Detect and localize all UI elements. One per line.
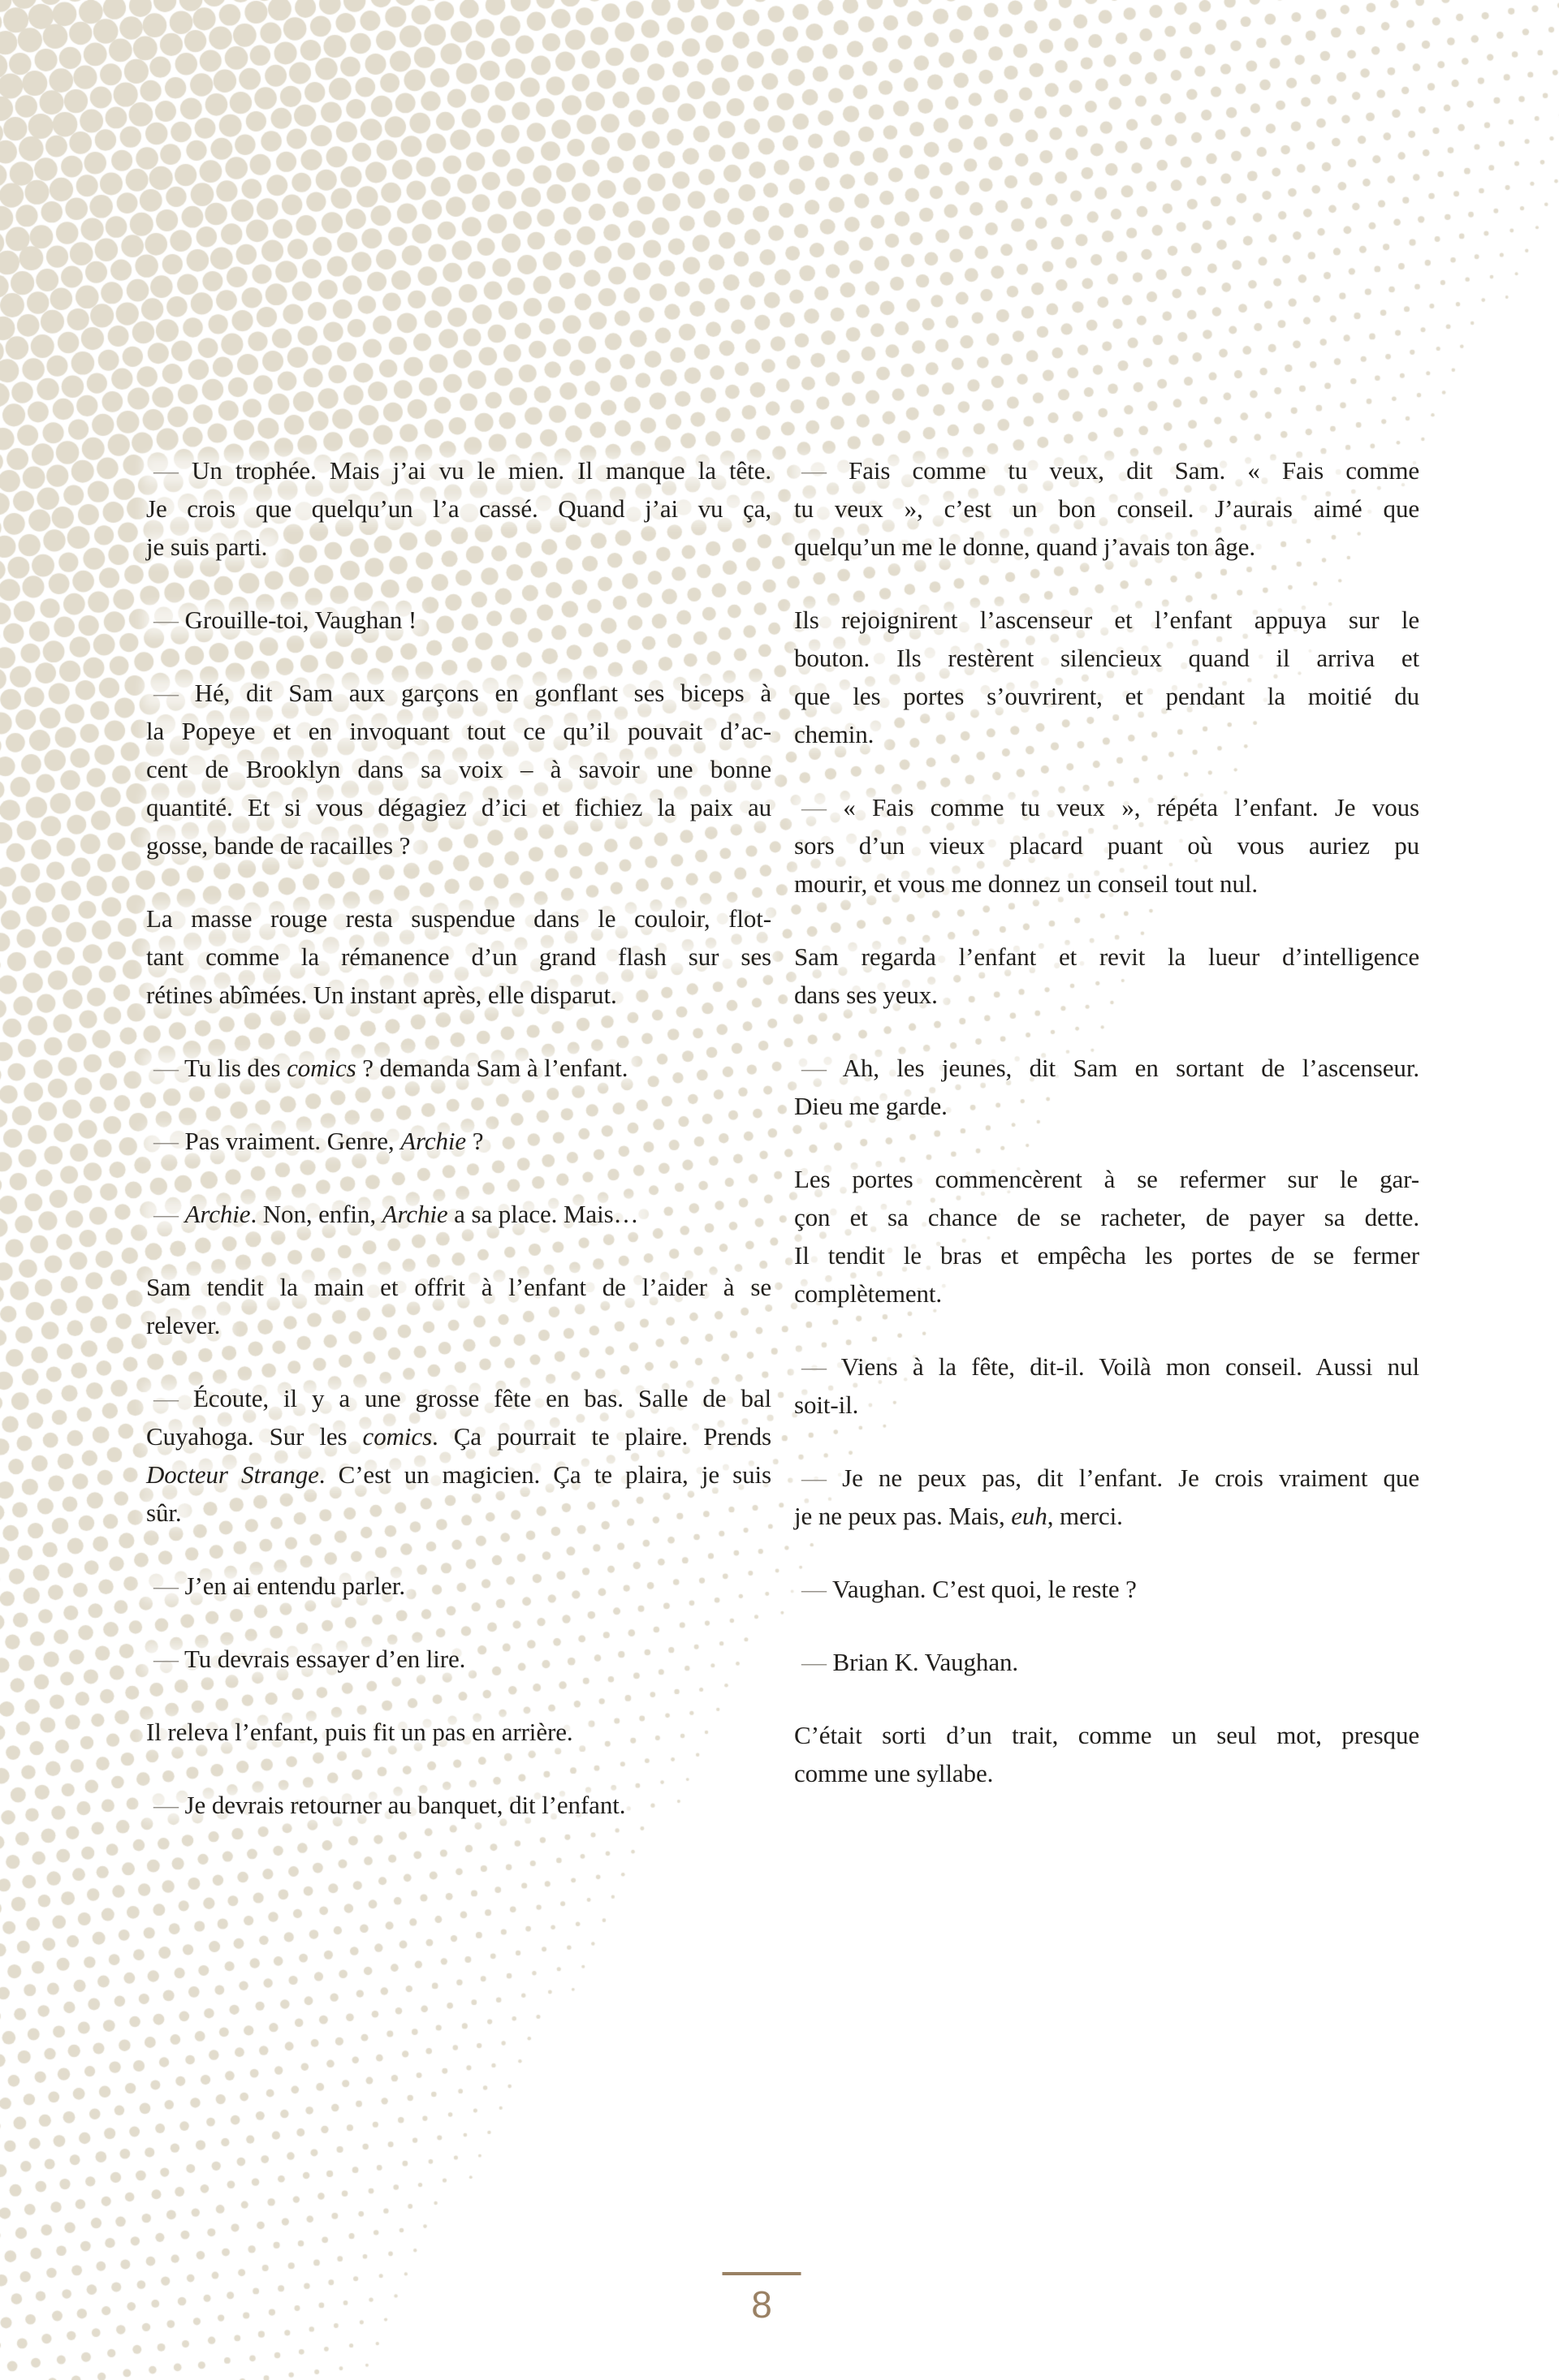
paragraph <box>794 1459 1419 1535</box>
paragraph <box>794 451 1419 566</box>
paragraph <box>794 1049 1419 1125</box>
text-line: quantité. Et si vous dégagiez d’ici et fichiez la paix au <box>146 793 771 821</box>
text-line: gosse, bande de racailles ? <box>146 831 411 860</box>
text-line: tu veux », c’est un bon conseil. J’aurais aimé que <box>794 494 1419 523</box>
dialogue-dash: — <box>801 1054 827 1082</box>
text-line: — Je ne peux pas, dit l’enfant. Je crois vraiment que <box>801 1464 1419 1492</box>
text-line: — Viens à la fête, dit-il. Voilà mon conseil. Aussi nul <box>801 1352 1419 1381</box>
text-columns <box>146 451 1419 1824</box>
text-line: rétines abîmées. Un instant après, elle disparut. <box>146 981 617 1009</box>
text-line: — Pas vraiment. Genre, Archie ? <box>153 1127 484 1155</box>
text-line: — Vaughan. C’est quoi, le reste ? <box>801 1575 1137 1603</box>
paragraph <box>146 1786 771 1824</box>
text-line: — Tu devrais essayer d’en lire. <box>153 1645 466 1673</box>
dialogue-dash: — <box>153 606 179 634</box>
text-line: çon et sa chance de se racheter, de payer sa dette. <box>794 1203 1419 1231</box>
paragraph <box>146 1640 771 1678</box>
text-line: Sam tendit la main et offrit à l’enfant de l’aider à se <box>146 1273 771 1301</box>
paragraph <box>794 601 1419 753</box>
text-line: — J’en ai entendu parler. <box>153 1572 405 1600</box>
text-line: tant comme la rémanence d’un grand flash sur ses <box>146 942 771 971</box>
text-line: chemin. <box>794 720 875 748</box>
text-line: — Écoute, il y a une grosse fête en bas. Salle de bal <box>153 1384 771 1412</box>
text-line: — Fais comme tu veux, dit Sam. « Fais comme <box>801 456 1419 485</box>
paragraph <box>794 1347 1419 1424</box>
text-line: Je crois que quelqu’un l’a cassé. Quand j’ai vu ça, <box>146 494 771 523</box>
text-line: mourir, et vous me donnez un conseil tout nul. <box>794 869 1259 898</box>
text-line: comme une syllabe. <box>794 1759 994 1787</box>
paragraph <box>146 1713 771 1751</box>
dialogue-dash: — <box>153 1054 179 1082</box>
text-line: bouton. Ils restèrent silencieux quand il arriva et <box>794 644 1419 672</box>
paragraph <box>146 1268 771 1344</box>
text-line: quelqu’un me le donne, quand j’avais ton âge. <box>794 532 1255 561</box>
text-line: dans ses yeux. <box>794 981 938 1009</box>
text-line: Il releva l’enfant, puis fit un pas en arrière. <box>146 1718 573 1746</box>
paragraph <box>146 1195 771 1233</box>
dialogue-dash: — <box>801 1575 827 1603</box>
text-line: Les portes commencèrent à se refermer sur le gar- <box>794 1165 1419 1193</box>
paragraph <box>146 1122 771 1160</box>
text-line: — Tu lis des comics ? demanda Sam à l’enfant. <box>153 1054 628 1082</box>
text-line: — « Fais comme tu veux », répéta l’enfant. Je vous <box>801 793 1419 821</box>
dialogue-dash: — <box>153 1127 179 1155</box>
text-line: complètement. <box>794 1279 943 1308</box>
text-line: — Ah, les jeunes, dit Sam en sortant de l’ascenseur. <box>801 1054 1419 1082</box>
text-line: C’était sorti d’un trait, comme un seul mot, presque <box>794 1721 1419 1749</box>
dialogue-dash: — <box>801 1648 827 1676</box>
dialogue-dash: — <box>153 1791 179 1819</box>
dialogue-dash: — <box>153 1645 179 1673</box>
dialogue-dash: — <box>153 1384 179 1412</box>
dialogue-dash: — <box>801 1352 827 1381</box>
text-line: — Hé, dit Sam aux garçons en gonflant ses biceps à <box>153 679 771 707</box>
text-line: — Grouille-toi, Vaughan ! <box>153 606 417 634</box>
dialogue-dash: — <box>801 1464 827 1492</box>
text-line: la Popeye et en invoquant tout ce qu’il pouvait d’ac- <box>146 717 771 745</box>
page-footer <box>723 2272 801 2326</box>
paragraph <box>794 1716 1419 1792</box>
text-line: — Brian K. Vaughan. <box>801 1648 1019 1676</box>
text-line: Sam regarda l’enfant et revit la lueur d’intelligence <box>794 942 1419 971</box>
dialogue-dash: — <box>801 456 827 485</box>
paragraph <box>794 1570 1419 1608</box>
text-line: — Je devrais retourner au banquet, dit l’enfant. <box>153 1791 626 1819</box>
dialogue-dash: — <box>801 793 827 821</box>
paragraph <box>794 938 1419 1014</box>
text-line: Dieu me garde. <box>794 1092 948 1120</box>
text-line: sûr. <box>146 1498 182 1527</box>
paragraph <box>146 451 771 566</box>
text-line: La masse rouge resta suspendue dans le couloir, flot- <box>146 904 771 933</box>
column-left <box>146 451 771 1824</box>
column-right <box>794 451 1419 1824</box>
text-line: Cuyahoga. Sur les comics. Ça pourrait te plaire. Prends <box>146 1422 771 1451</box>
text-line: Ils rejoignirent l’ascenseur et l’enfant appuya sur le <box>794 606 1419 634</box>
text-line: cent de Brooklyn dans sa voix – à savoir une bonne <box>146 755 771 783</box>
paragraph <box>146 1049 771 1087</box>
page-number: 8 <box>751 2283 772 2326</box>
dialogue-dash: — <box>153 679 179 707</box>
text-line: — Un trophée. Mais j’ai vu le mien. Il manque la tête. <box>153 456 771 485</box>
paragraph <box>146 1567 771 1605</box>
paragraph <box>146 674 771 864</box>
text-line: je suis parti. <box>146 532 268 561</box>
text-line: — Archie. Non, enfin, Archie a sa place. Mais… <box>153 1200 639 1228</box>
text-line: sors d’un vieux placard puant où vous auriez pu <box>794 831 1419 860</box>
paragraph <box>794 1160 1419 1313</box>
paragraph <box>794 1643 1419 1681</box>
dialogue-dash: — <box>153 1200 179 1228</box>
paragraph <box>794 788 1419 903</box>
text-line: soit-il. <box>794 1390 859 1419</box>
text-line: Il tendit le bras et empêcha les portes de se fermer <box>794 1241 1419 1270</box>
footer-rule <box>723 2272 801 2275</box>
dialogue-dash: — <box>153 456 179 485</box>
text-line: Docteur Strange. C’est un magicien. Ça te plaira, je suis <box>146 1460 771 1489</box>
paragraph <box>146 899 771 1014</box>
text-line: je ne peux pas. Mais, euh, merci. <box>794 1502 1123 1530</box>
paragraph <box>146 601 771 639</box>
dialogue-dash: — <box>153 1572 179 1600</box>
text-line: relever. <box>146 1311 221 1339</box>
text-line: que les portes s’ouvrirent, et pendant la moitié du <box>794 682 1419 710</box>
paragraph <box>146 1379 771 1532</box>
